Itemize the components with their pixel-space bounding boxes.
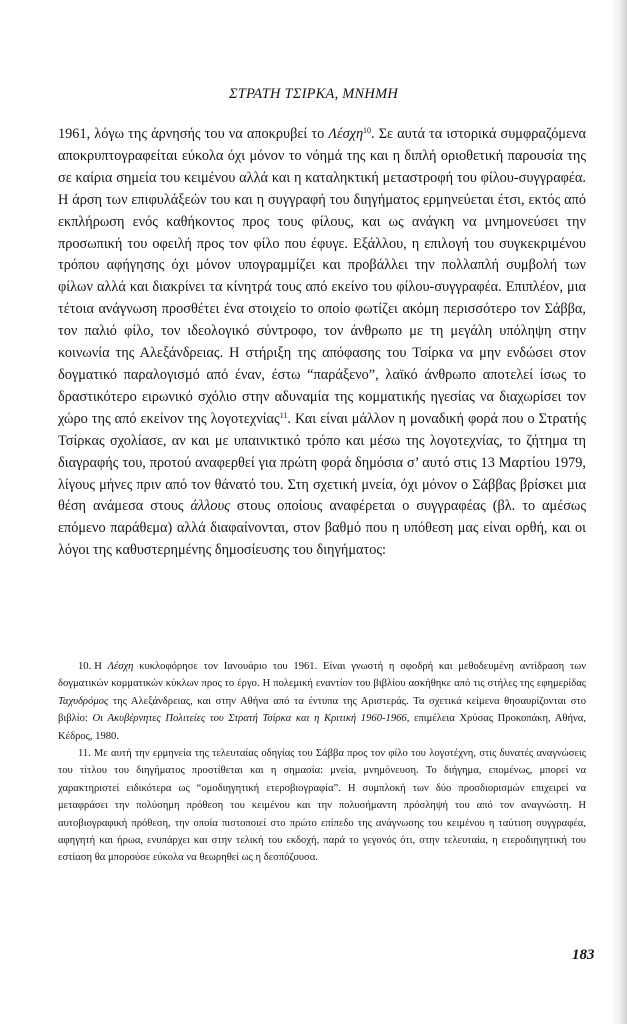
running-header: ΣΤΡΑΤΗ ΤΣΙΡΚΑ, ΜΝΗΜΗ <box>228 86 399 102</box>
page-edge-shadow <box>611 0 627 1024</box>
footnote-10: 10. Η Λέσχη κυκλοφόρησε τον Ιανουάριο του 1961. Είναι γνωστή η σφοδρή και μεθοδευμένη αντίδραση των δογματικών κομματικών κύκλων προς το έργο. Η πολεμική εναντίον του βιβλίου ασκήθηκε από τις στήλες της εφημερίδας Ταχυδρόμος της Αλεξάνδρειας, και στην Αθήνα από τα έντυπα της Αριστεράς. Τα σχετικά κείμενα θησαυρίζονται στο βιβλίο: Οι Ακυβέρνητες Πολιτείες του Στρατή Τσίρκα και η Κριτική 1960-1966, επιμέλεια Χρύσας Προκοπάκη, Αθήνα, Κέδρος, 1980. <box>58 661 587 742</box>
footnote-ref-10[interactable]: 10 <box>363 126 372 135</box>
body-paragraph: 1961, λόγω της άρνησής του να αποκρυβεί το Λέσχη$^{10}$. Σε αυτά τα ιστορικά συμφραζόμενα αποκρυπτογραφείται εύκολα όχι μόνον το νόημά της και η διπλή οριοθετική παρουσία της σε καίρια σημεία του κειμένου αλλά και η καταληκτική μεταστροφή του φίλου-συγγραφέα. Η άρση των επιφυλάξεών του και η συγγραφή του διηγήματος ερμηνεύεται έτσι, εκτός από εκπλήρωση ενός καθήκοντος προς τους φίλους, και ως ανάγκη να μνημονεύσει την προσωπική του οφειλή προς τον φίλο που έφυγε. Εξάλλου, η επιλογή του συγκεκριμένου τρόπου αφήγησης όχι μόνον υπογραμμίζει και προβάλλει την πολλαπλή συμβολή των φίλων αλλά και διακρίνει τα κίνητρά τους από εκείνο του φίλου-συγγραφέα. Επιπλέον, μια τέτοια ανάγνωση προσθέτει ένα στοιχείο το οποίο φωτίζει ακόμη περισσότερο τον Σάββα, τον παλιό φίλο, τον ιδεολογικό σύντροφο, τον άνθρωπο με τη μεγάλη υπόληψη στην κοινωνία της Αλεξάνδρειας. Η στήριξη της απόφασης του Τσίρκα να μην ενδώσει στον δογματικό παραλογισμό από έναν, έστω “παράξενο”, λαϊκό άνθρωπο αποτελεί ίσως το δραστικότερο ειρωνικό σχόλιο στην αδυναμία της κομματικής ηγεσίας να διαχωρίσει τον χώρο της από εκείνον της λογοτεχνίας$^{11}$. Και είναι μάλλον η μοναδική φορά που ο Στρατής Τσίρκας σχολίασε, αν και με υπαινικτικό τρόπο και μέσω της λογοτεχνίας, το ζήτημα τη διαγραφής του, προτού αναφερθεί για πρώτη φορά δημόσια σ’ αυτό στις 13 Μαρτίου 1979, λίγους μήνες πριν από τον θάνατό του. Στη σχετική μνεία, όχι μόνον ο Σάββας βρίσκει μια θέση ανάμεσα στους άλλους στους οποίους αναφέρεται ο συγγραφέας (βλ. το αμέσως επόμενο παράθεμα) αλλά διαφαίνονται, στον βαθμό που η υπόθεση μας είναι ορθή, και οι λόγοι της καθυστερημένης δημοσίευσης του διηγήματος: <box>58 126 586 559</box>
footnote-number: 11. <box>78 748 91 760</box>
footnote-11: 11. Με αυτή την ερμηνεία της τελευταίας οδηγίας του Σάββα προς τον φίλο του λογοτέχνη, στις δυνατές αναγνώσεις του τίτλου του διηγήματος προστίθεται και η σημασία: μνεία, μνημόνευση. Το διήγημα, επομένως, μπορεί να χαρακτηριστεί ειδικότερα ως “ομοδιηγητική ετεροβιογραφία”. Η συμπλοκή των δύο προσδιορισμών επιχειρεί να μεταφράσει την πολύσημη πρόθεση του κειμένου και την πολυσήμαντη πρόσληψή του από τον αναγνώστη. Η αυτοβιογραφική πρόθεση, την οποία πιστοποιεί στο πρώτο επίπεδο της ανάγνωσης του κειμένου η ταύτιση συγγραφέα, αφηγητή και ήρωα, ενυπάρχει και στην τελική του εκδοχή, παρά το γεγονός ότι, στην τελευταία, η ετεροδιηγητική του εστίαση θα μπορούσε εύκολα να θεωρηθεί ως η δεσπόζουσα. <box>58 748 586 864</box>
book-title-lesxi: Λέσχη <box>328 126 364 142</box>
page-number: 183 <box>572 947 595 963</box>
footnote-number: 10. <box>78 661 92 672</box>
footnotes-section <box>58 658 586 867</box>
footnote-ref-11[interactable]: 11 <box>279 410 288 420</box>
emphasis-allous: άλλους <box>190 498 230 515</box>
